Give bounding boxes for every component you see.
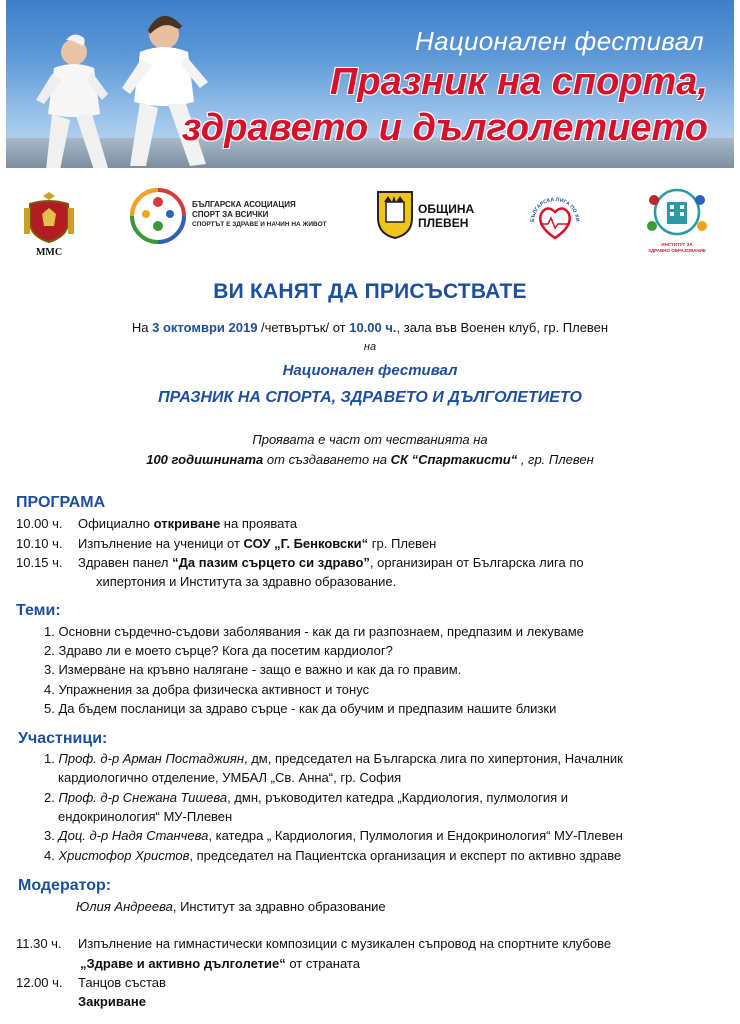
- izo-caption2: ЗДРАВНО ОБРАЗОВАНИЕ: [648, 248, 706, 253]
- invite-festival: Национален фестивал: [282, 362, 458, 379]
- topic-item: 1. Основни сърдечно-съдови заболявания - как да ги разпознаем, предпазим и лекуваме: [44, 624, 584, 639]
- sport-for-all-icon: [130, 188, 186, 244]
- program-time: 10.10 ч.: [16, 536, 63, 551]
- invite-festival-name: ПРАЗНИК НА СПОРТА, ЗДРАВЕТО И ДЪЛГОЛЕТИЕТО: [158, 389, 582, 406]
- closing-item-cont: „Здраве и активно дълголетие“ от страната: [80, 956, 360, 971]
- invite-date: 3 октомври 2019: [152, 320, 258, 335]
- runner-man-image: [26, 30, 116, 168]
- league-arc-text: БЪЛГАРСКА ЛИГА ПО ХИ: [529, 196, 581, 223]
- institute-icon: [640, 186, 714, 242]
- invite-date-line: На 3 октомври 2019 /четвъртък/ от 10.00 ч., зала във Военен клуб, гр. Плевен: [131, 320, 609, 335]
- program-time: 10.15 ч.: [16, 555, 63, 570]
- heart-league-icon: [526, 188, 584, 250]
- mms-caption: ММС: [35, 247, 63, 258]
- participant-item: 3. Доц. д-р Надя Станчева, катедра „ Кардиология, Пулмология и Ендокринология“ МУ-Плевен: [44, 828, 623, 843]
- program-time: 12.00 ч.: [16, 975, 63, 990]
- bas-line3: СПОРТЪТ Е ЗДРАВЕ И НАЧИН НА ЖИВОТ: [192, 221, 327, 228]
- topic-item: 4. Упражнения за добра физическа активност и тонус: [44, 682, 370, 697]
- closing-item-cont: Закриване: [78, 994, 146, 1009]
- closing-item: Танцов състав: [78, 975, 166, 990]
- invite-heading: ВИ КАНЯТ ДА ПРИСЪСТВАТЕ: [213, 280, 527, 303]
- program-time: 10.00 ч.: [16, 516, 63, 531]
- closing-item: Изпълнение на гимнастически композиции с музикален съпровод на спортните клубове: [78, 936, 612, 951]
- pleven-crest-icon: [376, 188, 414, 240]
- invite-anniversary-line: 100 годишнината от създаването на СК “Спартакисти“ , гр. Плевен: [146, 452, 594, 467]
- coat-of-arms-icon: [22, 188, 76, 244]
- participant-item: 1. Проф. д-р Арман Постаджиян, дм, председател на Българска лига по хипертония, Началник: [44, 751, 623, 766]
- topics-heading: Теми:: [16, 602, 61, 619]
- program-item: Официално откриване на проявата: [78, 516, 298, 531]
- banner-title-line2: здравето и дълголетието: [181, 107, 708, 149]
- pleven-logo: [376, 188, 486, 248]
- invite-time: 10.00 ч.: [349, 320, 397, 335]
- topic-item: 5. Да бъдем посланици за здраво сърце - как да обучим и предпазим нашите близки: [44, 701, 557, 716]
- participant-item: 2. Проф. д-р Снежана Тишева, дмн, ръководител катедра „Кардиология, пулмология и: [44, 790, 569, 805]
- program-item-cont: хипертония и Института за здравно образование.: [96, 574, 397, 589]
- svg-text:БЪЛГАРСКА ЛИГА ПО ХИПЕРТОНИЯ: [526, 188, 580, 222]
- participant-item-cont: ендокринология“ МУ-Плевен: [58, 809, 233, 824]
- participant-item: 4. Христофор Христов, председател на Пациентска организация и експерт по активно здраве: [44, 848, 622, 863]
- moderator-line: Юлия Андреева, Институт за здравно образование: [76, 899, 386, 914]
- hypertension-league-logo: [526, 188, 584, 250]
- banner-festival-label: Национален фестивал: [415, 26, 704, 56]
- header-banner: [6, 0, 734, 168]
- invite-part-of: Проявата е част от честванията на: [252, 432, 488, 447]
- program-heading: ПРОГРАМА: [16, 494, 106, 511]
- program-time: 11.30 ч.: [16, 936, 62, 951]
- bas-line1: БЪЛГАРСКА АСОЦИАЦИЯ: [192, 200, 296, 209]
- pleven-line2: ПЛЕВЕН: [418, 216, 469, 230]
- topic-item: 3. Измерване на кръвно налягане - защо е важно и как да го правим.: [44, 662, 462, 677]
- bas-logo: [130, 188, 340, 248]
- topic-item: 2. Здраво ли е моето сърце? Кога да посетим кардиолог?: [44, 643, 393, 658]
- health-education-institute-logo: [640, 186, 714, 254]
- moderator-heading: Модератор:: [18, 877, 112, 894]
- banner-title-line1: Празник на спорта,: [330, 61, 708, 103]
- invite-na: на: [363, 341, 377, 353]
- partner-logos: [0, 182, 740, 262]
- program-item: Здравен панел “Да пазим сърцето си здраво”, организиран от Българска лига по: [78, 555, 584, 570]
- izo-caption1: ИНСТИТУТ ЗА: [661, 242, 693, 247]
- program-item: Изпълнение на ученици от СОУ „Г. Бенковски“ гр. Плевен: [78, 536, 437, 551]
- participants-heading: Участници:: [18, 730, 108, 747]
- mms-logo: [22, 188, 76, 258]
- bas-line2: СПОРТ ЗА ВСИЧКИ: [192, 210, 269, 219]
- pleven-line1: ОБЩИНА: [418, 202, 475, 216]
- participant-item-cont: кардиологично отделение, УМБАЛ „Св. Анна“, гр. София: [58, 770, 402, 785]
